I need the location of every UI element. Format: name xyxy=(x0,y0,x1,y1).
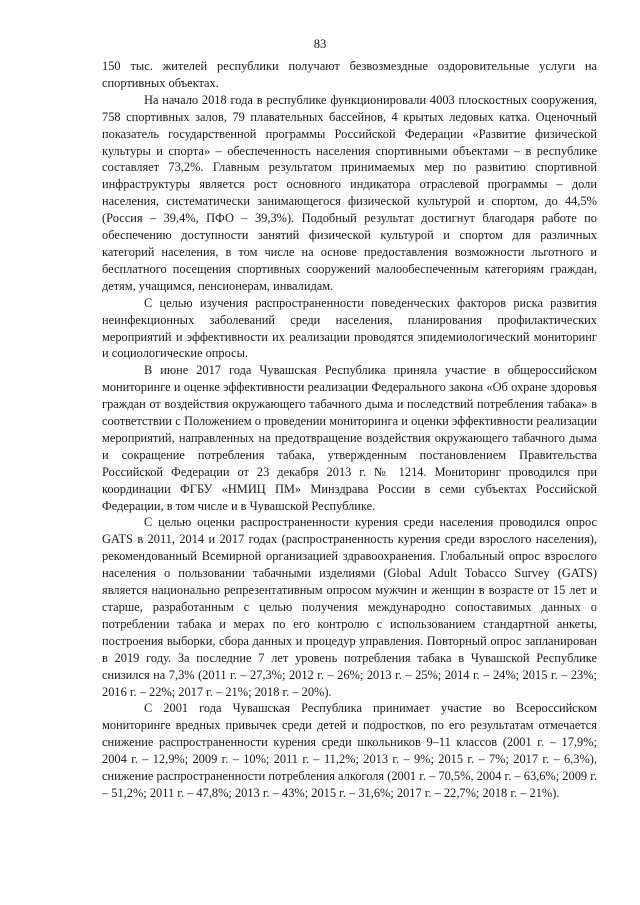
page-number: 83 xyxy=(313,37,327,51)
paragraph-sports-infrastructure: На начало 2018 года в республике функционировали 4003 плоскостных сооружения, 758 спортивных залов, 79 плавательных бассейнов, 4 крытых ледовых катка. Оценочный показатель государственной программы Российской Федерации «Развитие физической культуры и спорта» – обеспеченность населения спортивными объектами – в республике составляет 73,2%. Главным результатом принимаемых мер по развитию спортивной инфраструктуры является рост основного индикатора отраслевой программы – доли населения, систематически занимающегося физической культурой и спортом, до 44,5% (Россия – 39,4%, ПФО – 39,3%). Подобный результат достигнут благодаря работе по обеспечению доступности занятий физической культурой и спортом для различных категорий населения, в том числе на основе предоставления возможности льготного и бесплатного посещения спортивных сооружений малообеспеченным категориям граждан, детям, учащимся, пенсионерам, инвалидам. xyxy=(102,92,597,293)
paragraph-gats-survey: С целью оценки распространенности курения среди населения проводился опрос GATS в 2011, 2014 и 2017 годах (распространенность курения среди взрослого населения), рекомендованный Всемирной организацией здравоохранения. Глобальный опрос взрослого населения о пользовании табачными изделиями (Global Adult Tobacco Survey (GATS) является национально репрезентативным опросом мужчин и женщин в возрасте от 15 лет и старше, разработанным с целью получения международно сопоставимых данных о потреблении табака и мерах по его контролю с использованием стандартной анкеты, построения выборки, сбора данных и процедур управления. Повторный опрос запланирован в 2019 году. За последние 7 лет уровень потребления табака в Чувашской Республике снизился на 7,3% (2011 г. – 27,3%; 2012 г. – 26%; 2013 г. – 25%; 2014 г. – 24%; 2015 г. – 23%; 2016 г. – 22%; 2017 г. – 21%; 2018 г. – 20%). xyxy=(102,515,597,699)
body-text xyxy=(102,58,597,802)
paragraph-risk-factors: С целью изучения распространенности поведенческих факторов риска развития неинфекционных заболеваний среди населения, планирования профилактических мероприятий и эффективности их реализации проводятся эпидемиологический мониторинг и социологические опросы. xyxy=(102,295,597,361)
paragraph-youth-habits: С 2001 года Чувашская Республика принимает участие во Всероссийском мониторинге вредных привычек среди детей и подростков, по его результатам отмечается снижение распространенности курения среди школьников 9–11 классов (2001 г. – 17,9%; 2004 г. – 12,9%; 2009 г. – 10%; 2011 г. – 11,2%; 2013 г. – 9%; 2015 г. – 7%; 2017 г. – 6,3%), снижение распространенности потребления алкоголя (2001 г. – 70,5%, 2004 г. – 63,6%; 2009 г. – 51,2%; 2011 г. – 47,8%; 2013 г. – 43%; 2015 г. – 31,6%; 2017 г. – 22,7%; 2018 г. – 21%). xyxy=(102,701,597,800)
paragraph-tobacco-monitoring: В июне 2017 года Чувашская Республика приняла участие в общероссийском мониторинге и оценке эффективности реализации Федерального закона «Об охране здоровья граждан от воздействия окружающего табачного дыма и последствий потребления табака» в соответствии с Положением о проведении мониторинга и оценки эффективности реализации мероприятий, направленных на предотвращение воздействия окружающего табачного дыма и сокращение потребления табака, утвержденным постановлением Правительства Российской Федерации от 23 декабря 2013 г. № 1214. Мониторинг проводился при координации ФГБУ «НМИЦ ПМ» Минздрава России в семи субъектах Российской Федерации, в том числе и в Чувашской Республике. xyxy=(102,363,597,513)
paragraph-continuation: 150 тыс. жителей республики получают безвозмездные оздоровительные услуги на спортивных объектах. xyxy=(102,59,597,90)
